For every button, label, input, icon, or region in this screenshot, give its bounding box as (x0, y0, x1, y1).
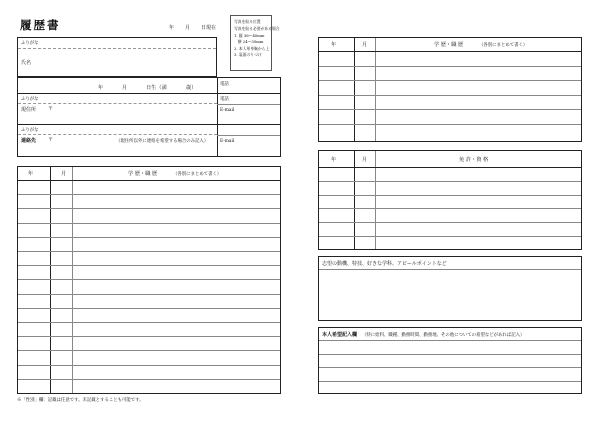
birth-age-label: 歳） (186, 85, 197, 91)
table-row[interactable] (376, 209, 579, 221)
phone-label-2: 電話 (220, 97, 229, 102)
licenses-col-month: 月 (362, 157, 368, 163)
history-right-col-main: 学 歴・職 歴 (434, 42, 464, 48)
history-table-left (17, 166, 281, 394)
photo-instruction-line: 写真を貼る必要がある場合 (234, 26, 280, 31)
wishes-section (318, 327, 582, 394)
name-label: 氏名 (21, 60, 32, 66)
date-year-label: 年 (169, 25, 175, 31)
photo-instruction-line: 写真を貼る位置 (234, 19, 261, 24)
phone-label-1: 電話 (220, 82, 229, 87)
page-title: 履歴書 (20, 18, 61, 32)
table-row[interactable] (73, 323, 278, 335)
table-row[interactable] (73, 266, 278, 278)
email-label-1: E-mail (220, 108, 235, 113)
licenses-col-main: 免 許・資 格 (459, 157, 489, 163)
table-row[interactable] (376, 67, 579, 80)
table-row[interactable] (73, 309, 278, 321)
table-row[interactable] (376, 81, 579, 94)
photo-instruction-line: 3. 裏面のりづけ (234, 52, 262, 57)
table-row[interactable] (376, 223, 579, 235)
history-left-col-note: （各別にまとめて書く） (173, 172, 222, 177)
table-row[interactable] (73, 238, 278, 250)
table-row[interactable] (376, 96, 579, 109)
email-label-2: E-mail (220, 139, 235, 144)
motivation-label: 志望の動機、特技、好きな学科、アピールポイントなど (322, 261, 447, 267)
table-row[interactable] (376, 52, 579, 65)
licenses-col-year: 年 (331, 157, 337, 163)
history-table-right (318, 37, 582, 142)
name-input[interactable] (38, 50, 213, 75)
table-row[interactable] (73, 280, 278, 292)
history-left-col-main: 学 歴・職 歴 (128, 171, 158, 177)
history-right-col-note: （各別にまとめて書く） (479, 43, 528, 48)
table-row[interactable] (73, 209, 278, 221)
table-row[interactable] (376, 110, 579, 123)
table-row[interactable] (376, 182, 579, 194)
contact-input[interactable] (58, 144, 213, 154)
history-left-col-month: 月 (61, 171, 67, 177)
motivation-input[interactable] (321, 271, 579, 319)
name-section (17, 37, 217, 77)
wishes-note: （特に給料、職種、勤務時間、勤務地、その他についての希望などがあれば記入） (362, 333, 525, 338)
contact-note: （現住所以外に連絡を希望する場合のみ記入） (116, 139, 209, 144)
photo-instruction-line: 1. 縦 36〜40mm (234, 33, 265, 38)
birth-month-label: 月 (122, 85, 128, 91)
table-row[interactable] (73, 252, 278, 264)
motivation-section (318, 256, 582, 321)
photo-instruction-line: 2. 本人単身胸から上 (234, 46, 270, 51)
date-month-label: 月 (185, 25, 191, 31)
name-furigana-label: ふりがな (21, 41, 39, 46)
table-row[interactable] (73, 295, 278, 307)
wishes-input[interactable] (321, 341, 579, 392)
birth-year-label: 年 (98, 85, 104, 91)
table-row[interactable] (376, 237, 579, 249)
date-day-suffix: 日現在 (201, 25, 217, 31)
contact-label: 連絡先 (21, 138, 37, 144)
history-right-col-year: 年 (331, 42, 337, 48)
address-section (17, 77, 281, 157)
birth-day-label: 日生（満 (146, 85, 167, 91)
address-furigana-label: ふりがな (21, 97, 39, 102)
table-row[interactable] (73, 224, 278, 236)
address-input[interactable] (58, 105, 213, 121)
footnote: ※「性別」欄：記載は任意です。未記載とすることも可能です。 (17, 398, 144, 403)
postal-mark-2: 〒 (48, 137, 54, 143)
table-row[interactable] (73, 337, 278, 349)
address-label: 現住所 (21, 107, 37, 113)
photo-instruction-line: 横 24〜30mm (234, 39, 264, 44)
licenses-table (318, 150, 582, 250)
table-row[interactable] (376, 125, 579, 138)
table-row[interactable] (376, 196, 579, 208)
postal-mark: 〒 (48, 106, 54, 112)
contact-furigana-label: ふりがな (21, 128, 39, 133)
table-row[interactable] (73, 380, 278, 392)
table-row[interactable] (376, 168, 579, 180)
history-right-col-month: 月 (362, 42, 368, 48)
table-row[interactable] (73, 366, 278, 378)
table-row[interactable] (73, 351, 278, 363)
photo-box[interactable] (230, 15, 280, 71)
table-row[interactable] (73, 181, 278, 193)
history-left-col-year: 年 (28, 171, 34, 177)
table-row[interactable] (73, 195, 278, 207)
wishes-label: 本人希望記入欄 (322, 332, 358, 338)
